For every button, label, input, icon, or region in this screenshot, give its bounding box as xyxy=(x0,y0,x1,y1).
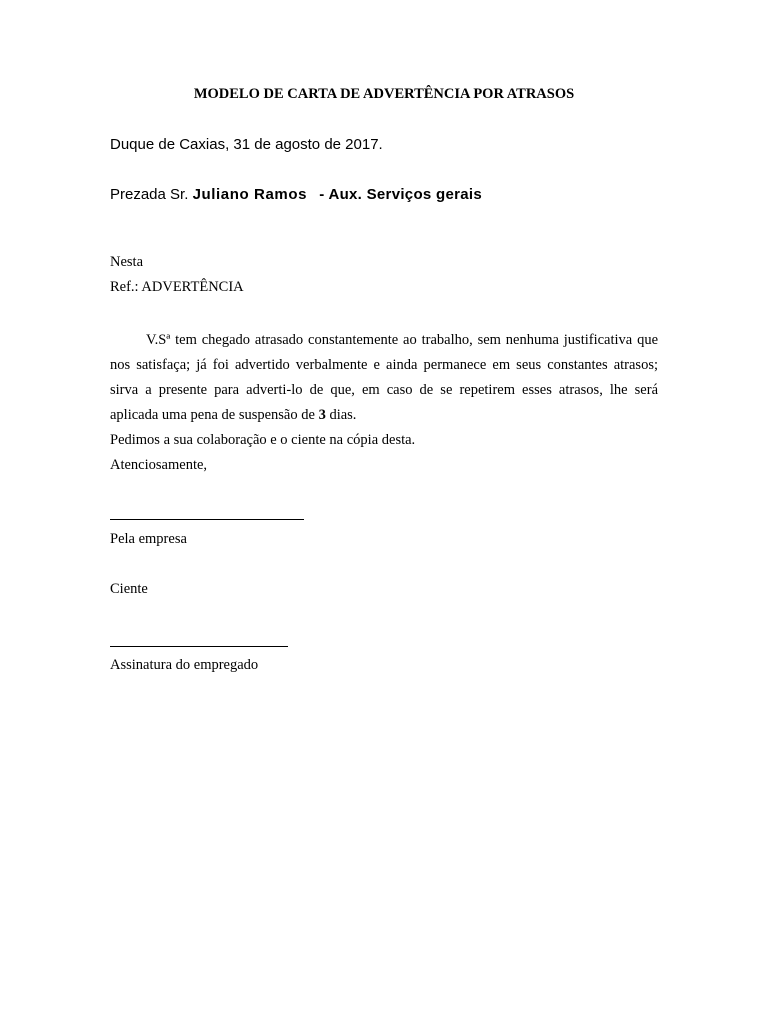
suspension-days: 3 xyxy=(318,407,326,423)
document-title: MODELO DE CARTA DE ADVERTÊNCIA POR ATRASOS xyxy=(193,86,575,102)
reference-line: Ref.: ADVERTÊNCIA xyxy=(110,279,244,295)
ciente-label: Ciente xyxy=(110,581,148,597)
employee-signature-label: Assinatura do empregado xyxy=(110,657,259,673)
company-signature-label: Pela empresa xyxy=(110,531,187,547)
greeting-prefix: Prezada Sr. xyxy=(110,186,189,203)
warning-text: V.Sª tem chegado atrasado constantemente ao trabalho, sem nenhuma justificativa que nos satisfaça; já foi advertido verbalmente e ainda permanece em seus constantes atrasos; sirva a presente para adverti-lo de que, em caso de se repetirem esses atrasos, lhe será aplicada uma pena de suspensão de xyxy=(110,332,658,423)
warning-paragraph xyxy=(110,328,658,428)
warning-text-end: dias. xyxy=(329,407,357,423)
date-line: Duque de Caxias, 31 de agosto de 2017. xyxy=(110,136,383,153)
employee-signature-line xyxy=(110,646,288,647)
closing-line: Atenciosamente, xyxy=(110,457,208,473)
letter-body xyxy=(110,328,658,478)
greeting-line xyxy=(110,186,482,203)
request-line: Pedimos a sua colaboração e o ciente na cópia desta. xyxy=(110,432,416,448)
nesta-line: Nesta xyxy=(110,254,144,270)
recipient-role: - Aux. Serviços gerais xyxy=(319,186,483,203)
recipient-name: Juliano Ramos xyxy=(192,186,308,203)
company-signature-line xyxy=(110,519,304,520)
